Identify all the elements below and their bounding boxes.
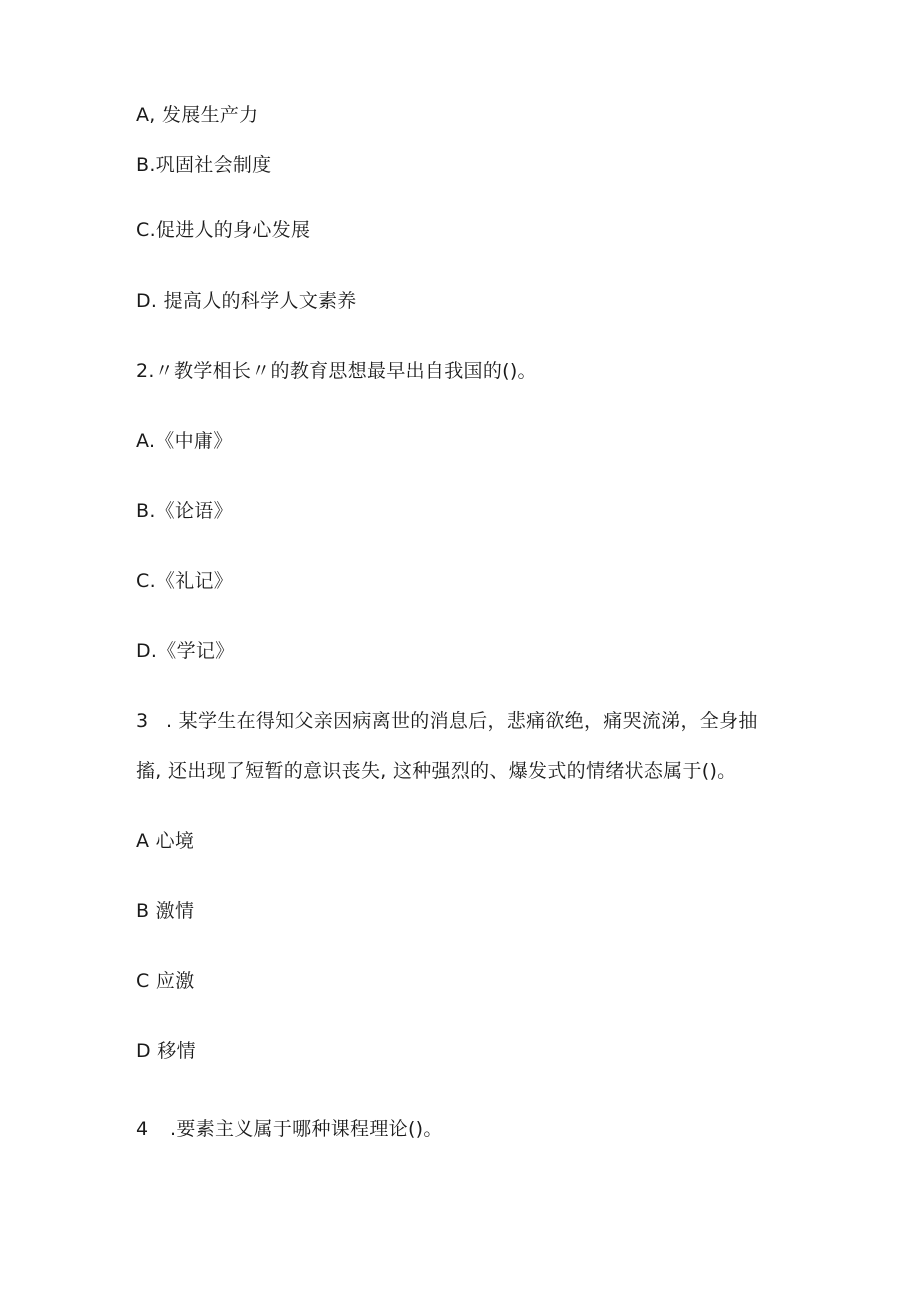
q1-option-a: A, 发展生产力 [136,104,259,126]
q3-stem-line-1 [136,709,758,733]
q4-number: 4 [136,1118,149,1140]
q4-stem-text: .要素主义属于哪种课程理论()。 [170,1118,443,1140]
q2-option-c: C.《礼记》 [136,570,234,592]
q3-option-b: B 激情 [136,900,195,922]
q2-stem: 2.〃教学相长〃的教育思想最早出自我国的()。 [136,360,537,382]
q2-option-b: B.《论语》 [136,500,233,522]
q3-stem-line-2: 搐, 还出现了短暂的意识丧失, 这种强烈的、爆发式的情绪状态属于()。 [136,760,737,782]
q1-option-c: C.促进人的身心发展 [136,219,311,241]
q1-option-d: D. 提高人的科学人文素养 [136,290,357,312]
q3-option-d: D 移情 [136,1040,196,1062]
q3-stem-text-1: . 某学生在得知父亲因病离世的消息后，悲痛欲绝，痛哭流涕，全身抽 [166,710,758,732]
q4-stem [136,1117,443,1141]
q3-number: 3 [136,710,149,732]
q2-option-a: A.《中庸》 [136,430,233,452]
q2-option-d: D.《学记》 [136,640,235,662]
q3-option-a: A 心境 [136,830,195,852]
q3-option-c: C 应激 [136,970,195,992]
q1-option-b: B.巩固社会制度 [136,154,272,176]
